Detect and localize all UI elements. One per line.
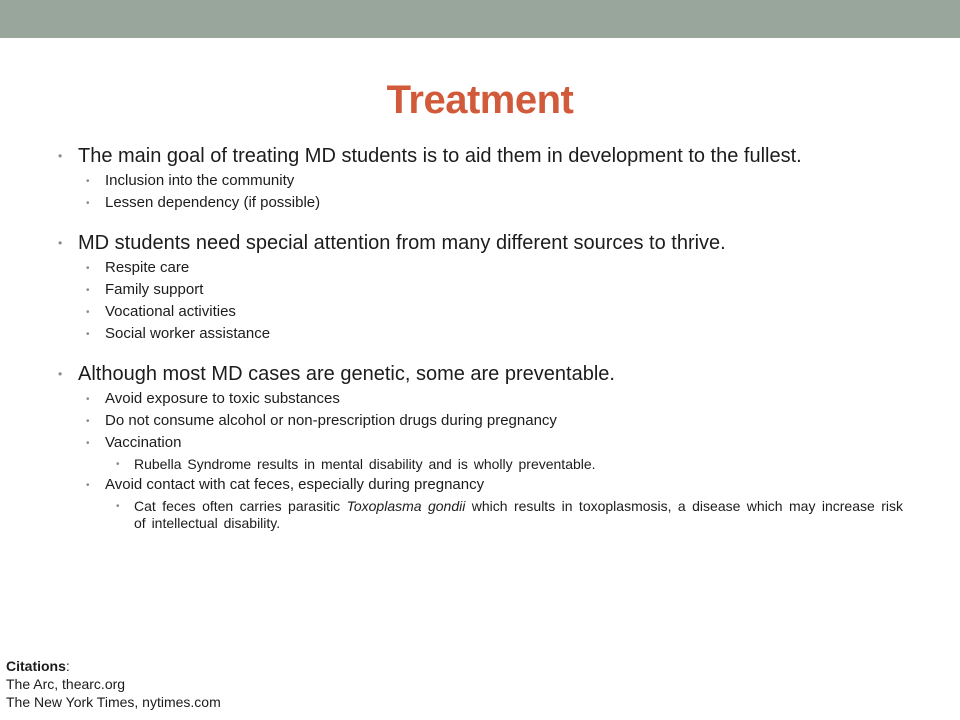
sub-bullet-respite-care: • Respite care <box>58 258 903 278</box>
slide-title: Treatment <box>386 78 574 122</box>
sub-bullet-family-support: • Family support <box>58 280 903 300</box>
sub-bullet-inclusion: • Inclusion into the community <box>58 171 903 191</box>
sub-bullet-alcohol-drugs: • Do not consume alcohol or non-prescription drugs during pregnancy <box>58 411 903 431</box>
bullet-special-attention: • MD students need special attention from many different sources to thrive. <box>58 231 903 255</box>
bullet-main-goal: • The main goal of treating MD students is to aid them in development to the fullest. <box>58 144 903 168</box>
citations-colon: : <box>65 658 70 674</box>
sub-bullet-social-worker: • Social worker assistance <box>58 324 903 344</box>
detail-toxoplasma-species: Toxoplasma gondii <box>346 498 466 514</box>
sub-bullet-vocational: • Vocational activities <box>58 302 903 322</box>
detail-toxoplasma <box>58 498 903 532</box>
sub-bullet-dependency: • Lessen dependency (if possible) <box>58 193 903 213</box>
citations <box>6 657 221 711</box>
sub-bullet-toxic-substances: • Avoid exposure to toxic substances <box>58 389 903 409</box>
detail-toxoplasma-end: which results in toxoplasmosis, a disease which may increase risk of intellectual disability. <box>134 498 903 531</box>
top-accent-bar <box>0 0 960 38</box>
detail-rubella: • Rubella Syndrome results in mental disability and is wholly preventable. <box>58 456 903 473</box>
citations-heading: Citations <box>6 658 66 674</box>
detail-toxoplasma-start: Cat feces often carries parasitic <box>134 498 347 514</box>
citation-arc: The Arc, thearc.org <box>6 676 126 692</box>
bullet-preventable: • Although most MD cases are genetic, some are preventable. <box>58 362 903 386</box>
sub-bullet-vaccination: • Vaccination <box>58 433 903 453</box>
slide-content <box>58 144 903 532</box>
sub-bullet-cat-feces: • Avoid contact with cat feces, especially during pregnancy <box>58 475 903 495</box>
citation-nytimes: The New York Times, nytimes.com <box>6 694 221 710</box>
